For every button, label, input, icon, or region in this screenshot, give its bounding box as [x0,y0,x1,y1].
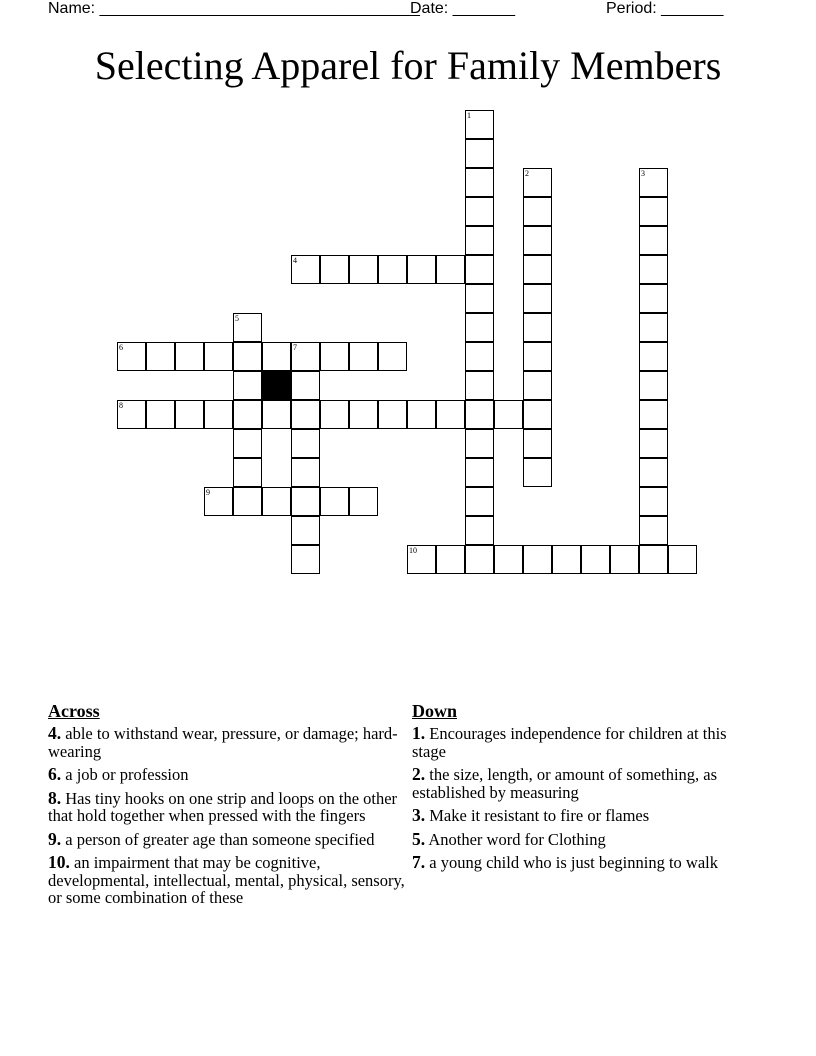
clue-across-8: 8. Has tiny hooks on one strip and loops on the other that hold together when pressed with the fingers [48,787,398,825]
crossword-cell[interactable] [639,400,668,429]
crossword-cell[interactable] [523,197,552,226]
crossword-cell[interactable] [494,400,523,429]
crossword-cell[interactable] [465,139,494,168]
black-square [262,371,291,400]
crossword-cell[interactable] [204,400,233,429]
crossword-cell[interactable] [523,400,552,429]
clue-down-5: 5. Another word for Clothing [412,828,606,849]
clue-across-6: 6. a job or profession [48,764,189,784]
crossword-cell[interactable] [320,487,349,516]
crossword-cell[interactable] [639,342,668,371]
crossword-cell[interactable] [407,255,436,284]
crossword-cell[interactable] [378,342,407,371]
crossword-cell[interactable] [465,400,494,429]
crossword-cell[interactable] [204,342,233,371]
crossword-cell[interactable] [262,342,291,371]
crossword-cell[interactable] [233,487,262,516]
crossword-cell[interactable] [523,313,552,342]
crossword-cell[interactable] [233,400,262,429]
crossword-cell[interactable] [349,487,378,516]
crossword-cell[interactable] [175,400,204,429]
date-field[interactable]: Date: _______ [410,0,515,17]
crossword-cell[interactable] [465,197,494,226]
crossword-cell[interactable] [523,284,552,313]
crossword-cell[interactable] [639,545,668,574]
crossword-cell[interactable] [465,255,494,284]
crossword-cell[interactable] [436,400,465,429]
crossword-cell[interactable] [523,226,552,255]
crossword-cell[interactable] [407,545,436,574]
crossword-cell[interactable] [378,400,407,429]
clue-number: 1 [467,111,471,120]
crossword-cell[interactable] [291,371,320,400]
crossword-cell[interactable] [639,284,668,313]
name-field[interactable]: Name: ____________________________________ [48,0,420,17]
clue-down-3: 3. Make it resistant to fire or flames [412,805,650,825]
crossword-cell[interactable] [465,487,494,516]
crossword-cell[interactable] [291,255,320,284]
across-clues [48,700,410,913]
crossword-cell[interactable] [262,400,291,429]
clue-number: 5 [235,314,239,323]
crossword-cell[interactable] [117,342,146,371]
puzzle-title: Selecting Apparel for Family Members [94,43,722,88]
clue-down-7: 7. a young child who is just beginning to walk [412,852,718,872]
crossword-cell[interactable] [291,516,320,545]
crossword-cell[interactable] [639,255,668,284]
clue-down-2: 2. the size, length, or amount of something, as established by measuring [412,764,718,802]
crossword-cell[interactable] [639,226,668,255]
crossword-cell[interactable] [494,545,523,574]
crossword-cell[interactable] [146,400,175,429]
crossword-cell[interactable] [465,110,494,139]
crossword-cell[interactable] [233,313,262,342]
crossword-cell[interactable] [117,400,146,429]
crossword-cell[interactable] [349,342,378,371]
crossword-cell[interactable] [204,487,233,516]
crossword-cell[interactable] [320,255,349,284]
crossword-cell[interactable] [233,458,262,487]
crossword-cell[interactable] [639,458,668,487]
clue-number: 9 [206,488,210,497]
crossword-cell[interactable] [465,516,494,545]
crossword-cell[interactable] [233,342,262,371]
crossword-cell[interactable] [291,487,320,516]
crossword-cell[interactable] [523,458,552,487]
crossword-cell[interactable] [349,255,378,284]
crossword-cell[interactable] [233,429,262,458]
crossword-cell[interactable] [291,429,320,458]
crossword-cell[interactable] [465,458,494,487]
crossword-cell[interactable] [465,226,494,255]
crossword-cell[interactable] [639,197,668,226]
crossword-cell[interactable] [465,429,494,458]
crossword-cell[interactable] [349,400,378,429]
crossword-cell[interactable] [639,429,668,458]
crossword-cell[interactable] [407,400,436,429]
crossword-cell[interactable] [465,284,494,313]
crossword-cell[interactable] [320,342,349,371]
down-clues [412,700,762,878]
crossword-cell[interactable] [523,168,552,197]
crossword-cell[interactable] [465,168,494,197]
crossword-cell[interactable] [291,545,320,574]
crossword-cell[interactable] [639,516,668,545]
crossword-cell[interactable] [639,313,668,342]
clue-number: 6 [119,343,123,352]
clue-across-9: 9. a person of greater age than someone specified [48,828,375,849]
crossword-cell[interactable] [175,342,204,371]
crossword-cell[interactable] [523,545,552,574]
crossword-cell[interactable] [436,545,465,574]
crossword-cell[interactable] [523,429,552,458]
crossword-cell[interactable] [552,545,581,574]
clue-number: 4 [293,256,297,265]
period-field[interactable]: Period: _______ [606,0,724,17]
crossword-cell[interactable] [639,487,668,516]
crossword-cell[interactable] [523,255,552,284]
clue-number: 3 [641,169,645,178]
crossword-cell[interactable] [465,545,494,574]
crossword-cell[interactable] [320,400,349,429]
crossword-cell[interactable] [581,545,610,574]
crossword-cell[interactable] [378,255,407,284]
clue-number: 2 [525,169,529,178]
crossword-cell[interactable] [465,313,494,342]
crossword-cell[interactable] [291,400,320,429]
crossword-cell[interactable] [233,371,262,400]
crossword-cell[interactable] [465,342,494,371]
crossword-cell[interactable] [291,342,320,371]
crossword-cell[interactable] [610,545,639,574]
crossword-cell[interactable] [262,487,291,516]
crossword-cell[interactable] [639,168,668,197]
crossword-cell[interactable] [465,371,494,400]
crossword-cell[interactable] [146,342,175,371]
clue-number: 7 [293,343,297,352]
clue-number: 10 [409,546,417,555]
crossword-cell[interactable] [639,371,668,400]
clue-number: 8 [119,401,123,410]
crossword-cell[interactable] [291,458,320,487]
crossword-cell[interactable] [523,342,552,371]
clue-across-4: 4. able to withstand wear, pressure, or damage; hard-wearing [48,723,398,761]
down-heading: Down [412,701,458,721]
crossword-cell[interactable] [668,545,697,574]
clue-down-1: 1. Encourages independence for children at this stage [412,723,727,761]
clue-across-10: 10. an impairment that may be cognitive, developmental, intellectual, mental, physical, sensory, or some combination of these [48,852,405,907]
across-heading: Across [48,701,100,721]
crossword-cell[interactable] [436,255,465,284]
crossword-cell[interactable] [523,371,552,400]
